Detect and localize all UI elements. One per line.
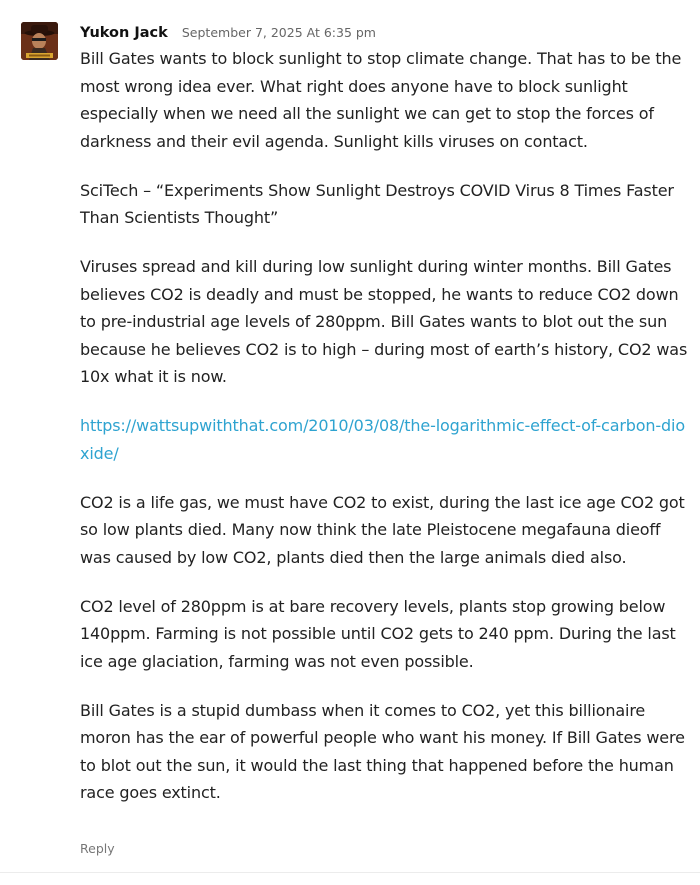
comment-divider [0,872,700,873]
comment-paragraph: CO2 is a life gas, we must have CO2 to exist, during the last ice age CO2 got so low plants died. Many now think the late Pleistocene megafauna dieoff was caused by low CO2, plants died then the large animals died also. [80,492,685,567]
comment-meta [80,22,376,42]
comment-body [80,45,690,828]
cowboy-avatar-icon [21,22,58,60]
external-link[interactable]: https://wattsupwiththat.com/2010/03/08/the-logarithmic-effect-of-carbon-dioxide/ [80,416,685,463]
comment-link-paragraph [80,412,690,467]
comment-paragraph: Bill Gates wants to block sunlight to stop climate change. That has to be the most wrong idea ever. What right does anyone have to block sunlight especially when we need all the sunlight we can get to stop the forces of darkness and their evil agenda. Sunlight kills viruses on contact. [80,49,682,151]
avatar[interactable] [21,22,58,60]
reply-link[interactable]: Reply [80,841,115,856]
comment-paragraph: Bill Gates is a stupid dumbass when it comes to CO2, yet this billionaire moron has the ear of powerful people who want his money. If Bill Gates were to blot out the sun, it would the last thing that happened before the human race goes extinct. [80,700,685,802]
comment-paragraph: SciTech – “Experiments Show Sunlight Destroys COVID Virus 8 Times Faster Than Scientists Thought” [80,180,674,227]
comment-paragraph: Viruses spread and kill during low sunlight during winter months. Bill Gates believes CO2 is deadly and must be stopped, he wants to reduce CO2 down to pre-industrial age levels of 280ppm. Bill Gates wants to blot out the sun because he believes CO2 is to high – during most of earth’s history, CO2 was 10x what it is now. [80,257,688,386]
comment-date[interactable]: September 7, 2025 At 6:35 pm [181,25,376,40]
author-name[interactable]: Yukon Jack [80,25,168,41]
comment-paragraph: CO2 level of 280ppm is at bare recovery levels, plants stop growing below 140ppm. Farming is not possible until CO2 gets to 240 ppm. During the last ice age glaciation, farming was not even possible. [80,596,676,671]
